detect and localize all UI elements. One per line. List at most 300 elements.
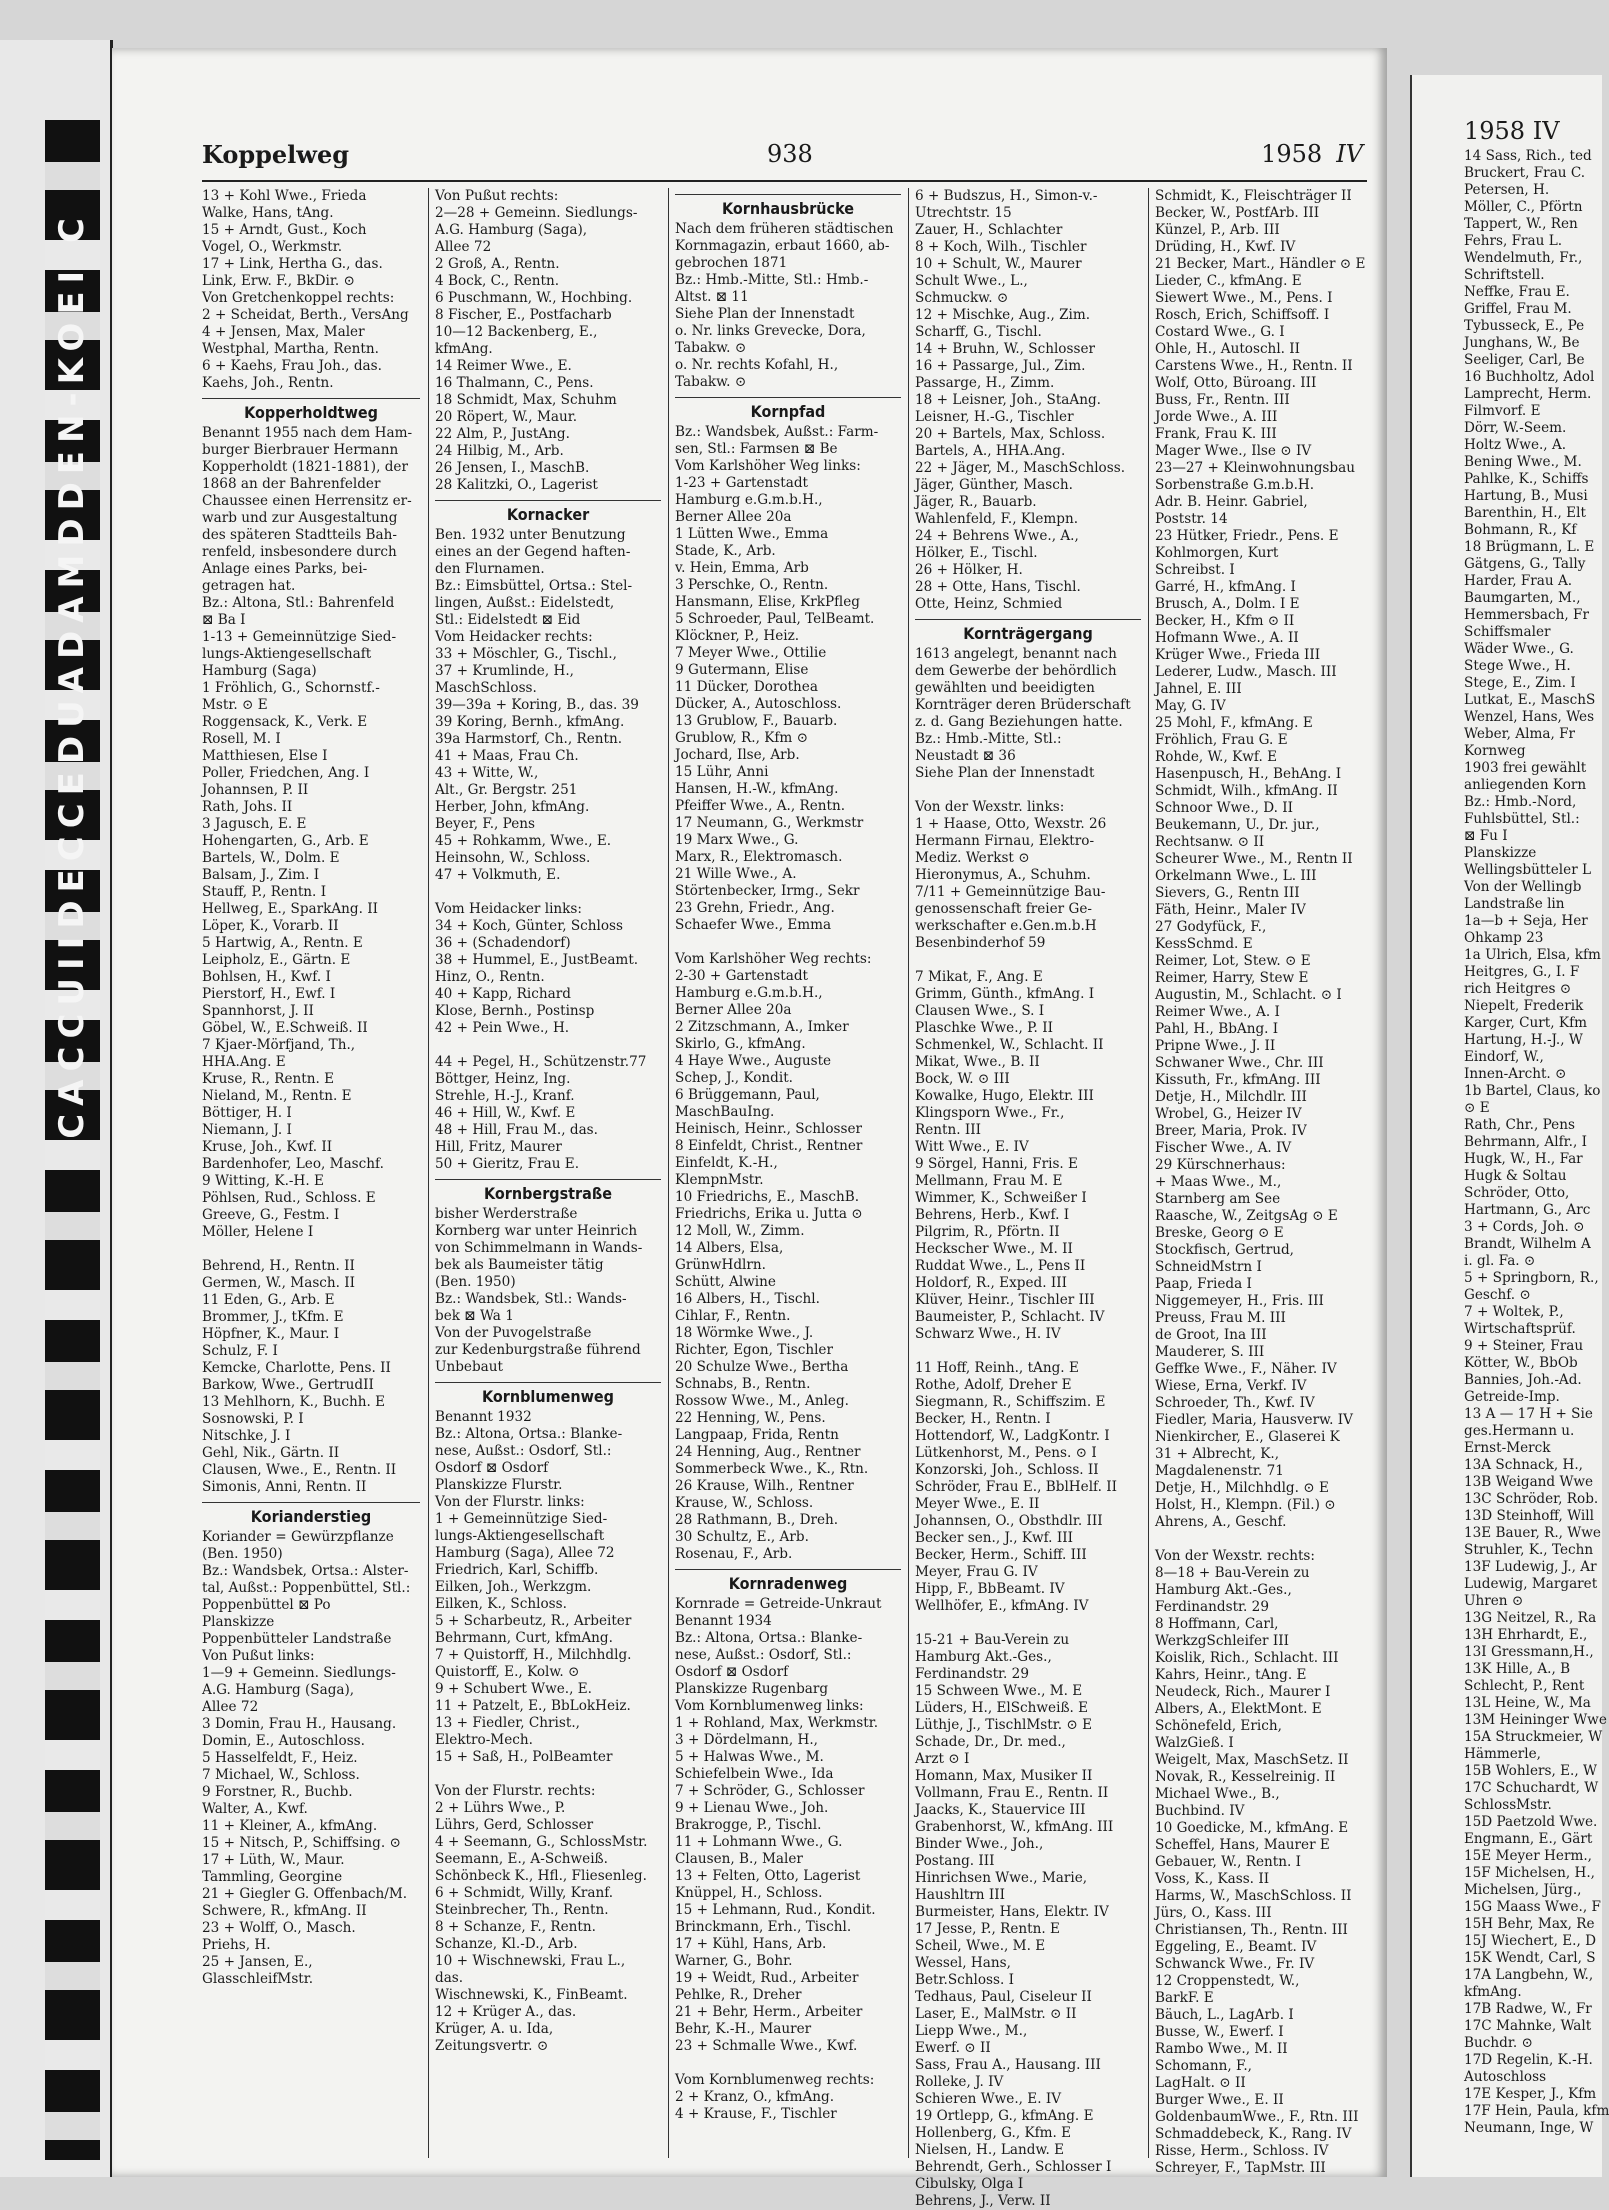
next-page-entry: 9 + Steiner, Frau [1464, 1338, 1584, 1354]
directory-entry: Stade, K., Arb. [675, 543, 776, 559]
directory-entry: 36 + (Schadendorf) [435, 935, 571, 951]
directory-entry: den Flurnamen. [435, 561, 545, 577]
next-page-entry: Harder, Frau A. [1464, 573, 1573, 589]
directory-entry: 22 Alm, P., JustAng. [435, 426, 570, 442]
directory-entry: Preuss, Frau M. III [1155, 1310, 1286, 1326]
next-page-entry: kfmAng. [1464, 1984, 1522, 2000]
next-page-entry: Rath, Chr., Pens [1464, 1117, 1575, 1133]
directory-entry: Schwaner Wwe., Chr. III [1155, 1055, 1324, 1071]
directory-entry: 8 Einfeldt, Christ., Rentner [675, 1138, 863, 1154]
directory-entry: 9 + Schubert Wwe., E. [435, 1681, 593, 1697]
directory-entry: Fiedler, Maria, Hausverw. IV [1155, 1412, 1353, 1428]
directory-entry: Cihlar, F., Rentn. [675, 1308, 791, 1324]
directory-entry: Buss, Fr., Rentn. III [1155, 392, 1290, 408]
directory-entry: 24 Henning, Aug., Rentner [675, 1444, 861, 1460]
directory-entry: Mikat, Wwe., B. II [915, 1054, 1040, 1070]
directory-entry: Wolf, Otto, Büroang. III [1155, 375, 1317, 391]
directory-entry: o. Nr. rechts Kofahl, H., [675, 357, 839, 373]
directory-entry: Drüding, H., Kwf. IV [1155, 239, 1296, 255]
directory-entry: 18 Schmidt, Max, Schuhm [435, 392, 617, 408]
directory-entry: Kopperholdt (1821-1881), der [202, 459, 408, 475]
directory-entry: 29 Kürschnerhaus: [1155, 1157, 1286, 1173]
directory-entry: Vom Karlshöher Weg rechts: [675, 951, 872, 967]
directory-entry: Koriander = Gewürzpflanze [202, 1529, 394, 1545]
next-page-entry: Hartmann, G., Arc [1464, 1202, 1591, 1218]
directory-entry: 14 + Bruhn, W., Schlosser [915, 341, 1095, 357]
directory-entry: Unbebaut [435, 1359, 503, 1375]
directory-entry: 7 + Quistorff, H., Milchhdlg. [435, 1647, 632, 1663]
directory-entry: Barkow, Wwe., GertrudII [202, 1377, 374, 1393]
directory-entry: 5 Hartwig, A., Rentn. E [202, 935, 363, 951]
directory-entry: 23 + Schmalle Wwe., Kwf. [675, 2038, 858, 2054]
directory-entry: Von Pußut rechts: [435, 188, 559, 204]
directory-entry: Carstens Wwe., H., Rentn. II [1155, 358, 1353, 374]
next-page-entry: Planskizze [1464, 845, 1537, 861]
directory-entry: Rechtsanw. ⊙ II [1155, 834, 1265, 850]
directory-entry: Magdalenenstr. 71 [1155, 1463, 1284, 1479]
directory-entry: Heinsohn, W., Schloss. [435, 850, 591, 866]
directory-entry: (Ben. 1950) [202, 1546, 283, 1562]
directory-entry: Kaehs, Joh., Rentn. [202, 375, 334, 391]
directory-entry: Hansen, H.-W., kfmAng. [675, 781, 839, 797]
next-page-entry: 15A Struckmeier, W [1464, 1729, 1603, 1745]
next-page-entry: Schriftstell. [1464, 267, 1545, 283]
directory-entry: Christiansen, Th., Rentn. III [1155, 1922, 1348, 1938]
next-page-entry: Seeliger, Carl, Be [1464, 352, 1585, 368]
next-page-entry: Möller, C., Pförtn [1464, 199, 1583, 215]
next-page-entry: Wenzel, Hans, Wes [1464, 709, 1595, 725]
directory-entry: Niggemeyer, H., Fris. III [1155, 1293, 1324, 1309]
directory-entry: 13 Grublow, F., Bauarb. [675, 713, 838, 729]
directory-entry: 9 Gutermann, Elise [675, 662, 809, 678]
directory-entry: dem Gewerbe der behördlich [915, 663, 1117, 679]
directory-entry: 27 Godyfück, F., [1155, 919, 1267, 935]
next-page-entry: 14 Sass, Rich., ted [1464, 148, 1592, 164]
directory-entry: 3 Domin, Frau H., Hausang. [202, 1716, 397, 1732]
next-page-entry: ⊙ E [1464, 1100, 1490, 1116]
directory-entry: Hamburg (Saga), Allee 72 [435, 1545, 615, 1561]
directory-entry: Breer, Maria, Prok. IV [1155, 1123, 1307, 1139]
directory-entry: Pfeiffer Wwe., A., Rentn. [675, 798, 846, 814]
directory-entry: Binder Wwe., Joh., [915, 1836, 1044, 1852]
directory-entry: LagHalt. ⊙ II [1155, 2075, 1246, 2091]
directory-entry: 15 Lühr, Anni [675, 764, 769, 780]
directory-entry: Einfeldt, K.-H., [675, 1155, 778, 1171]
directory-entry: 17 + Link, Hertha G., das. [202, 256, 383, 272]
directory-entry: 1 + Haase, Otto, Wexstr. 26 [915, 816, 1107, 832]
directory-entry: Rosenau, F., Arb. [675, 1546, 793, 1562]
directory-entry: Kowalke, Hugo, Elektr. III [915, 1088, 1094, 1104]
directory-entry: 42 + Pein Wwe., H. [435, 1020, 570, 1036]
directory-entry: Reimer, Harry, Stew E [1155, 970, 1309, 986]
directory-entry: 2 Zitzschmann, A., Imker [675, 1019, 849, 1035]
directory-entry: Bz.: Eimsbüttel, Ortsa.: Stel- [435, 578, 633, 594]
directory-entry: 7 Kjaer-Mörfjand, Th., [202, 1037, 356, 1053]
directory-entry: Tedhaus, Paul, Ciseleur II [915, 1989, 1092, 2005]
directory-entry [1155, 1531, 1368, 1548]
directory-entry: Rentn. III [915, 1122, 982, 1138]
next-page-entry: Fuhlsbüttel, Stl.: [1464, 811, 1580, 827]
directory-entry: 20 Röpert, W., Maur. [435, 409, 578, 425]
directory-entry: gewählten und beeidigten [915, 680, 1095, 696]
directory-entry: 1 Lütten Wwe., Emma [675, 526, 829, 542]
directory-entry: bek als Baumeister tätig [435, 1257, 604, 1273]
directory-entry: 3 + Dördelmann, H., [675, 1732, 818, 1748]
directory-entry: Kornmagazin, erbaut 1660, ab- [675, 238, 890, 254]
directory-entry: 40 + Kapp, Richard [435, 986, 571, 1002]
next-page-entry: Pahlke, K., Schiffs [1464, 471, 1589, 487]
directory-entry: 1 + Gemeinnützige Sied- [435, 1511, 608, 1527]
directory-entry: A.G. Hamburg (Saga), [202, 1682, 355, 1698]
next-page-entry: Baumgarten, M., [1464, 590, 1581, 606]
directory-entry: 15 + Lehmann, Rud., Kondit. [675, 1902, 876, 1918]
directory-entry: Schult Wwe., L., [915, 273, 1028, 289]
directory-entry: Rosell, M. I [202, 731, 281, 747]
next-page-entry: Dörr, W.-Seem. [1464, 420, 1567, 436]
directory-entry: 1868 an der Bahrenfelder [202, 476, 381, 492]
directory-entry: 9 Witting, K.-H. E [202, 1173, 324, 1189]
directory-entry: 21 + Behr, Herm., Arbeiter [675, 2004, 863, 2020]
directory-entry: Lüthje, J., TischlMstr. ⊙ E [915, 1717, 1093, 1733]
next-page-entry: Ludewig, Margaret [1464, 1576, 1598, 1592]
directory-entry: Ferdinandstr. 29 [1155, 1599, 1269, 1615]
directory-entry: ⊠ Ba I [202, 612, 246, 628]
directory-entry: Passarge, H., Zimm. [915, 375, 1055, 391]
directory-entry: Burmeister, Hans, Elektr. IV [915, 1904, 1109, 1920]
directory-entry: Ruddat Wwe., L., Pens II [915, 1258, 1086, 1274]
next-page-entry: 7 + Woltek, P., [1464, 1304, 1564, 1320]
directory-entry: 15 + Nitsch, P., Schiffsing. ⊙ [202, 1835, 401, 1851]
directory-entry: Kemcke, Charlotte, Pens. II [202, 1360, 391, 1376]
directory-entry: genossenschaft freier Ge- [915, 901, 1092, 917]
next-page-entry: ges.Hermann u. [1464, 1423, 1575, 1439]
header-year: 1958 [1261, 140, 1323, 168]
directory-entry: Mauderer, S. III [1155, 1344, 1265, 1360]
directory-entry: 16 Albers, H., Tischl. [675, 1291, 820, 1307]
directory-entry: 4 + Krause, F., Tischler [675, 2106, 837, 2122]
directory-entry: von Schimmelmann in Wands- [435, 1240, 643, 1256]
next-page-entry: Neffke, Frau E. [1464, 284, 1570, 300]
directory-entry: 5 Schroeder, Paul, TelBeamt. [675, 611, 875, 627]
next-page-entry: 15E Meyer Herm., [1464, 1848, 1592, 1864]
directory-entry: 21 Wille Wwe., A. [675, 866, 797, 882]
directory-entry: 11 + Patzelt, E., BbLokHeiz. [435, 1698, 631, 1714]
directory-entry: Mellmann, Frau M. E [915, 1173, 1063, 1189]
directory-entry: 22 + Jäger, M., MaschSchloss. [915, 460, 1126, 476]
directory-entry: Schulz, F. I [202, 1343, 278, 1359]
directory-entry: 2 + Scheidat, Berth., VersAng [202, 307, 409, 323]
directory-entry: Betr.Schloss. I [915, 1972, 1014, 1988]
directory-entry: Nieland, M., Rentn. E [202, 1088, 352, 1104]
next-page-entry: 3 + Cords, Joh. ⊙ [1464, 1219, 1585, 1235]
directory-entry: Kornberg war unter Heinrich [435, 1223, 638, 1239]
directory-entry: Bz.: Altona, Stl.: Bahrenfeld [202, 595, 395, 611]
next-page-entry: 17F Hein, Paula, kfm [1464, 2103, 1609, 2119]
directory-entry: 5 + Halwas Wwe., M. [675, 1749, 824, 1765]
next-page-entry: Hämmerle, [1464, 1746, 1541, 1762]
directory-entry: Hipp, F., BbBeamt. IV [915, 1581, 1065, 1597]
directory-entry: Hansmann, Elise, KrkPfleg [675, 594, 860, 610]
directory-entry: Schroeder, Th., Kwf. IV [1155, 1395, 1315, 1411]
directory-entry: Künzel, P., Arb. III [1155, 222, 1280, 238]
directory-entry: Koislik, Rich., Schlacht. III [1155, 1650, 1339, 1666]
directory-entry: 17 Jesse, P., Rentn. E [915, 1921, 1060, 1937]
directory-entry: MaschBauIng. [675, 1104, 775, 1120]
next-page-entry: 13M Heininger Wwe [1464, 1712, 1607, 1728]
next-page-entry: 5 + Springborn, R., [1464, 1270, 1599, 1286]
directory-entry: 18 Wörmke Wwe., J. [675, 1325, 814, 1341]
directory-entry: Hamburg (Saga) [202, 663, 317, 679]
directory-entry: Gehl, Nik., Gärtn. II [202, 1445, 340, 1461]
directory-entry: Meyer Wwe., E. II [915, 1496, 1040, 1512]
directory-entry: 10 + Wischnewski, Frau L., [435, 1953, 626, 1969]
directory-entry: KlempnMstr. [675, 1172, 764, 1188]
book-spine [0, 40, 113, 2177]
next-page-entry: Neumann, Inge, W [1464, 2120, 1594, 2136]
directory-entry: v. Hein, Emma, Arb [675, 560, 809, 576]
next-page-entry: 13K Hille, A., B [1464, 1661, 1571, 1677]
directory-entry: Schwarz Wwe., H. IV [915, 1326, 1061, 1342]
directory-entry: Osdorf ⊠ Osdorf [435, 1460, 549, 1476]
next-page-entry: 13D Steinhoff, Will [1464, 1508, 1594, 1524]
next-page-entry: Stege, E., Zim. I [1464, 675, 1576, 691]
directory-entry: Garré, H., kfmAng. I [1155, 579, 1296, 595]
directory-entry: bek ⊠ Wa 1 [435, 1308, 514, 1324]
directory-entry: Hofmann Wwe., A. II [1155, 630, 1299, 646]
directory-entry: Vom Karlshöher Weg links: [675, 458, 861, 474]
directory-entry: Möller, Helene I [202, 1224, 314, 1240]
directory-entry: Bäuch, L., LagArb. I [1155, 2007, 1294, 2023]
next-page-entry: 17B Radwe, W., Fr [1464, 2001, 1592, 2017]
directory-entry: Kohlmorgen, Kurt [1155, 545, 1279, 561]
directory-entry: May, G. IV [1155, 698, 1226, 714]
directory-entry: 23—27 + Kleinwohnungsbau [1155, 460, 1355, 476]
directory-entry: Scheffel, Hans, Maurer E [1155, 1837, 1330, 1853]
directory-entry: Poppenbütteler Landstraße [202, 1631, 392, 1647]
street-heading: Kornträgergang [915, 619, 1141, 642]
directory-entry: Tammling, Georgine [202, 1869, 343, 1885]
directory-entry: 16 Thalmann, C., Pens. [435, 375, 594, 391]
directory-entry: Germen, W., Masch. II [202, 1275, 356, 1291]
directory-entry: Grimm, Günth., kfmAng. I [915, 986, 1095, 1002]
directory-entry: HHA.Ang. E [202, 1054, 286, 1070]
directory-entry: 13 + Fiedler, Christ., [435, 1715, 580, 1731]
directory-entry: Quistorff, E., Kolw. ⊙ [435, 1664, 580, 1680]
directory-entry: das. [435, 1970, 464, 1986]
directory-entry: o. Nr. links Grevecke, Dora, [675, 323, 866, 339]
directory-entry: warb und zur Ausgestaltung [202, 510, 398, 526]
directory-entry: 13 + Kohl Wwe., Frieda [202, 188, 367, 204]
directory-entry: lungs-Aktiengesellschaft [435, 1528, 605, 1544]
directory-entry: Krüger Wwe., Frieda III [1155, 647, 1321, 663]
directory-entry: Hellweg, E., SparkAng. II [202, 901, 379, 917]
directory-page [112, 48, 1387, 2209]
directory-entry: Kornträger deren Brüderschaft [915, 697, 1131, 713]
directory-entry: 19 + Weidt, Rud., Arbeiter [675, 1970, 859, 1986]
directory-entry: Höpfner, K., Maur. I [202, 1326, 340, 1342]
directory-entry: Scharff, G., Tischl. [915, 324, 1042, 340]
directory-entry: Bz.: Hmb.-Mitte, Stl.: Hmb.- [675, 272, 869, 288]
directory-entry: Sommerbeck Wwe., K., Rtn. [675, 1461, 869, 1477]
directory-entry: Eilken, Joh., Werkzgm. [435, 1579, 592, 1595]
next-page-entry: SchlossMstr. [1464, 1797, 1552, 1813]
next-page-entry: 15H Behr, Max, Re [1464, 1916, 1595, 1932]
directory-entry: Postang. III [915, 1853, 995, 1869]
directory-entry: 20 + Bartels, Max, Schloss. [915, 426, 1106, 442]
directory-entry: Clausen, Wwe., E., Rentn. II [202, 1462, 397, 1478]
directory-entry: 6 Puschmann, W., Hochbing. [435, 290, 633, 306]
directory-entry: Meyer, Frau G. IV [915, 1564, 1038, 1580]
directory-entry: Rosch, Erich, Schiffsoff. I [1155, 307, 1330, 323]
directory-entry [675, 2055, 901, 2072]
next-page-entry: Junghans, W., Be [1464, 335, 1580, 351]
directory-entry: 6 + Budszus, H., Simon-v.- [915, 188, 1098, 204]
next-page-entry: 16 Buchholtz, Adol [1464, 369, 1595, 385]
directory-entry: Brommer, J., tKfm. E [202, 1309, 344, 1325]
directory-entry: Schomann, F., [1155, 2058, 1252, 2074]
directory-entry: Stl.: Eidelstedt ⊠ Eid [435, 612, 581, 628]
next-page-entry: Lamprecht, Herm. [1464, 386, 1592, 402]
directory-entry: Hamburg Akt.-Ges., [1155, 1582, 1292, 1598]
next-page-entry: Hemmersbach, Fr [1464, 607, 1589, 623]
next-page-entry: Weber, Alma, Fr [1464, 726, 1576, 742]
directory-entry: Stauff, P., Rentn. I [202, 884, 327, 900]
directory-entry: Bardenhofer, Leo, Maschf. [202, 1156, 384, 1172]
directory-entry: 6 + Schmidt, Willy, Kranf. [435, 1885, 614, 1901]
directory-entry: 19 Marx Wwe., G. [675, 832, 799, 848]
directory-entry: Von der Wexstr. rechts: [1155, 1548, 1315, 1564]
directory-entry: Harms, W., MaschSchloss. II [1155, 1888, 1352, 1904]
directory-entry: Brinckmann, Erh., Tischl. [675, 1919, 852, 1935]
directory-entry: Laser, E., MalMstr. ⊙ II [915, 2006, 1077, 2022]
directory-entry: 13 Mehlhorn, K., Buchh. E [202, 1394, 386, 1410]
directory-entry: 4 + Jensen, Max, Maler [202, 324, 365, 340]
next-page-entry: 13B Weigand Wwe [1464, 1474, 1594, 1490]
directory-entry: 10 Goedicke, M., kfmAng. E [1155, 1820, 1349, 1836]
next-page-entry: 13G Neitzel, R., Ra [1464, 1610, 1597, 1626]
directory-entry: Göbel, W., E.Schweiß. II [202, 1020, 368, 1036]
next-page-entry: Griffel, Frau M. [1464, 301, 1572, 317]
directory-entry: Sorbenstraße G.m.b.H. [1155, 477, 1315, 493]
directory-entry: 23 Hütker, Friedr., Pens. E [1155, 528, 1339, 544]
directory-entry: 12 Croppenstedt, W., [1155, 1973, 1300, 1989]
directory-entry: Simonis, Anni, Rentn. II [202, 1479, 367, 1495]
directory-entry: Mstr. ⊙ E [202, 697, 268, 713]
next-page-entry: 15G Maass Wwe., F [1464, 1899, 1601, 1915]
directory-entry: 21 + Giegler G. Offenbach/M. [202, 1886, 408, 1902]
directory-entry: Lüders, H., ElSchweiß. E [915, 1700, 1089, 1716]
directory-entry: 37 + Krumlinde, H., [435, 663, 574, 679]
directory-entry: Schmidt, K., Fleischträger II [1155, 188, 1352, 204]
directory-entry: Rambo Wwe., M. II [1155, 2041, 1288, 2057]
directory-entry: Siegmann, R., Schiffszim. E [915, 1394, 1106, 1410]
directory-entry: Arzt ⊙ I [915, 1751, 970, 1767]
directory-entry: Krüger, A. u. Ida, [435, 2021, 554, 2037]
directory-entry: Kahrs, Heinr., tAng. E [1155, 1667, 1307, 1683]
directory-entry: A.G. Hamburg (Saga), [435, 222, 588, 238]
directory-entry: Sass, Frau A., Hausang. III [915, 2057, 1101, 2073]
directory-entry: Warner, G., Bohr. [675, 1953, 793, 1969]
directory-entry: 17 + Lüth, W., Maur. [202, 1852, 345, 1868]
directory-entry: Bz.: Altona, Ortsa.: Blanke- [675, 1630, 863, 1646]
directory-entry: Grublow, R., Kfm ⊙ [675, 730, 808, 746]
directory-entry: Haushltrn III [915, 1887, 1005, 1903]
directory-entry: Sosnowski, P. I [202, 1411, 304, 1427]
directory-entry: Pöhlsen, Rud., Schloss. E [202, 1190, 376, 1206]
directory-entry: Dücker, A., Autoschloss. [675, 696, 842, 712]
next-page-entry: 17C Mahnke, Walt [1464, 2018, 1592, 2034]
directory-entry: Voss, K., Kass. II [1155, 1871, 1270, 1887]
directory-entry: Konzorski, Joh., Schloss. II [915, 1462, 1099, 1478]
directory-entry: Buchbind. IV [1155, 1803, 1245, 1819]
next-page-entry: 13H Ehrhardt, E., [1464, 1627, 1588, 1643]
directory-entry: 8 + Schanze, F., Rentn. [435, 1919, 596, 1935]
next-page-entry: Barenthin, H., Elt [1464, 505, 1586, 521]
directory-entry: Pehlke, R., Dreher [675, 1987, 802, 2003]
street-heading: Kornblumenweg [435, 1382, 661, 1405]
directory-entry: Fäth, Heinr., Maler IV [1155, 902, 1306, 918]
directory-entry: 17 Neumann, G., Werkmstr [675, 815, 864, 831]
directory-entry: Besenbinderhof 59 [915, 935, 1046, 951]
next-page-entry: Filmvorf. E [1464, 403, 1541, 419]
directory-entry: Frank, Frau K. III [1155, 426, 1277, 442]
directory-entry: 26 Jensen, I., MaschB. [435, 460, 590, 476]
directory-entry: KessSchmd. E [1155, 936, 1253, 952]
directory-entry: Jahnel, E. III [1155, 681, 1242, 697]
next-page-entry: 13E Bauer, R., Wwe [1464, 1525, 1601, 1541]
directory-entry: Schnabs, B., Rentn. [675, 1376, 811, 1392]
directory-entry: Klöckner, P., Heiz. [675, 628, 800, 644]
directory-entry: 19 Ortlepp, G., kfmAng. E [915, 2108, 1094, 2124]
directory-entry: Schreyer, F., TapMstr. III [1155, 2160, 1326, 2176]
directory-entry: Hill, Fritz, Maurer [435, 1139, 562, 1155]
directory-entry: kfmAng. [435, 341, 493, 357]
next-page-entry: Gätgens, G., Tally [1464, 556, 1586, 572]
directory-entry: Benannt 1955 nach dem Ham- [202, 425, 413, 441]
directory-entry: 28 Kalitzki, O., Lagerist [435, 477, 598, 493]
directory-entry: Schwere, R., kfmAng. II [202, 1903, 367, 1919]
next-page-entry: 17E Kesper, J., Kfm [1464, 2086, 1597, 2102]
directory-entry: Lederer, Ludw., Masch. III [1155, 664, 1337, 680]
directory-entry: Becker sen., J., Kwf. III [915, 1530, 1073, 1546]
next-page-entry: Autoschloss [1464, 2069, 1547, 2085]
directory-entry: 7 Meyer Wwe., Ottilie [675, 645, 827, 661]
directory-entry: Cibulsky, Olga I [915, 2176, 1024, 2192]
directory-entry: 25 + Jansen, E., [202, 1954, 313, 1970]
next-page-entry: Ohkamp 23 [1464, 930, 1544, 946]
directory-entry [915, 952, 1141, 969]
next-page-entry: Schiffsmaler [1464, 624, 1551, 640]
directory-entry: Ben. 1932 unter Benutzung [435, 527, 626, 543]
directory-entry: 14 Reimer Wwe., E. [435, 358, 572, 374]
directory-entry: Otte, Heinz, Schmied [915, 596, 1063, 612]
next-page-entry: Kötter, W., BbOb [1464, 1355, 1578, 1371]
street-heading: Kornradenweg [675, 1569, 901, 1592]
directory-entry: Elektro-Mech. [435, 1732, 533, 1748]
directory-entry: 7 + Schröder, G., Schlosser [675, 1783, 865, 1799]
directory-entry: 8 + Koch, Wilh., Tischler [915, 239, 1087, 255]
directory-entry: Jäger, R., Bauarb. [915, 494, 1037, 510]
directory-entry: Seemann, E., A-Schweiß. [435, 1851, 608, 1867]
next-page-entry: Hugk, W., H., Far [1464, 1151, 1583, 1167]
column-2 [428, 188, 667, 2158]
directory-entry: Vom Kornblumenweg links: [675, 1698, 864, 1714]
directory-entry: Augustin, M., Schlacht. ⊙ I [1155, 987, 1342, 1003]
column-3 [668, 188, 907, 2158]
directory-entry: 2 + Kranz, O., kfmAng. [675, 2089, 835, 2105]
directory-entry: Von der Puvogelstraße [435, 1325, 592, 1341]
directory-entry: Kissuth, Fr., kfmAng. III [1155, 1072, 1321, 1088]
